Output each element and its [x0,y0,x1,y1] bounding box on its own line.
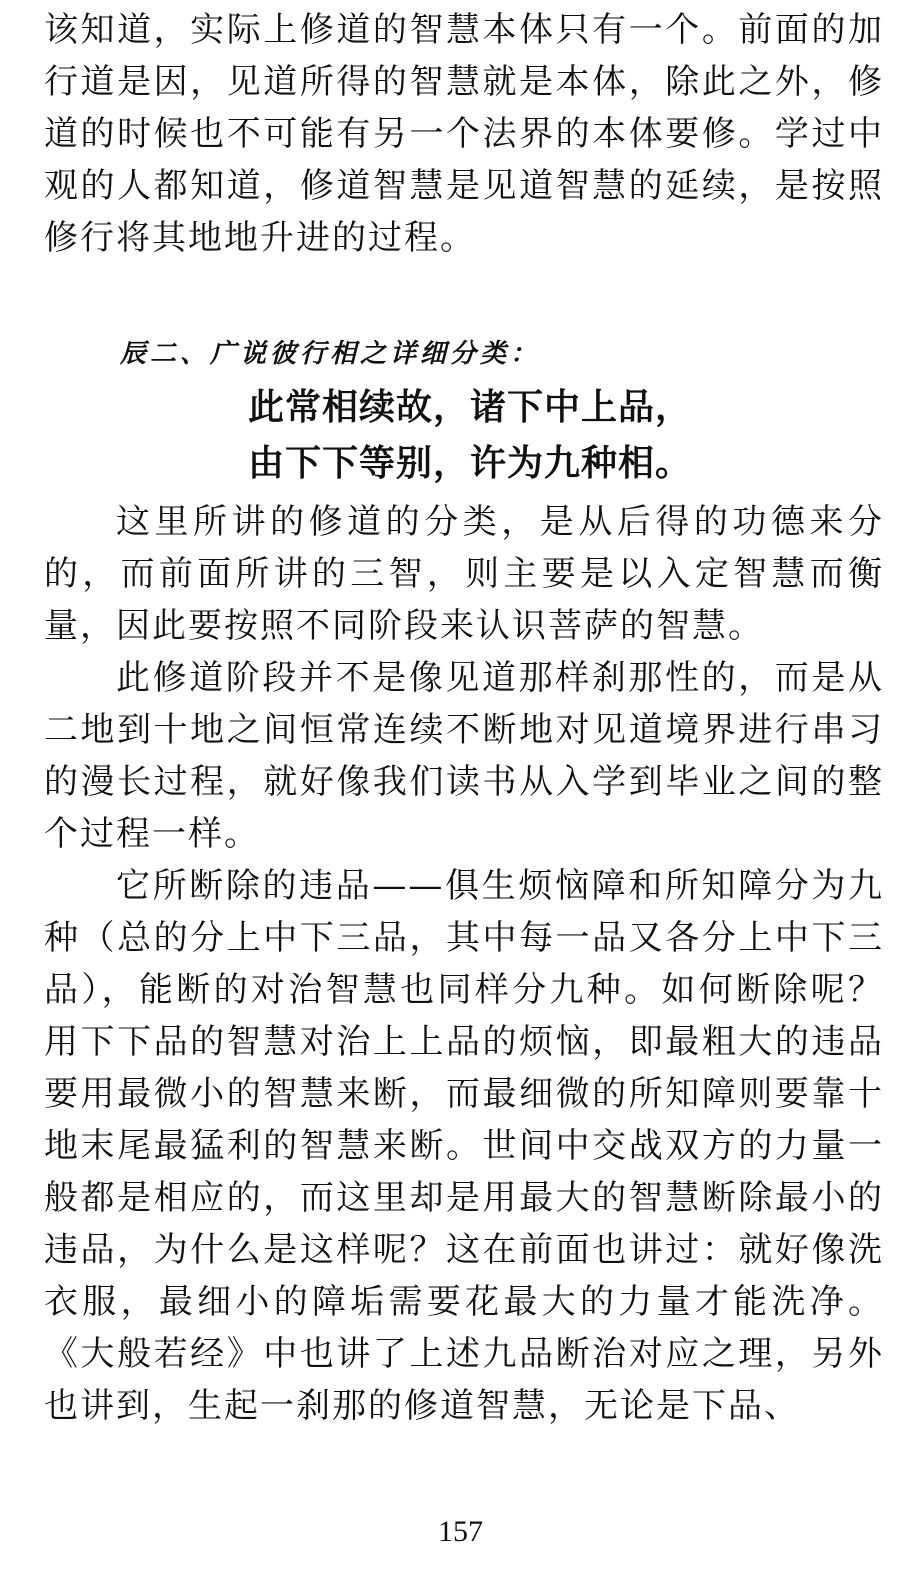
paragraph-intro: 该知道，实际上修道的智慧本体只有一个。前面的加行道是因，见道所得的智慧就是本体，除此之外，修道的时候也不可能有另一个法界的本体要修。学过中观的人都知道，修道智慧是见道智慧的延续，是按照修行将其地地升进的过程。 [44,10,884,258]
paragraph-nine-kinds: 它所断除的违品——俱生烦恼障和所知障分为九种（总的分上中下三品，其中每一品又各分上中下三品），能断的对治智慧也同样分九种。如何断除呢？用下下品的智慧对治上上品的烦恼，即最粗大的违品要用最微小的智慧来断，而最细微的所知障则要靠十地末尾最猛利的智慧来断。世间中交战双方的力量一般都是相应的，而这里却是用最大的智慧断除最小的违品，为什么是这样呢？这在前面也讲过：就好像洗衣服，最细小的障垢需要花最大的力量才能洗净。《大般若经》中也讲了上述九品断治对应之理，另外也讲到，生起一刹那的修道智慧，无论是下品、 [44,866,884,1426]
section-heading: 辰二、广说彼行相之详细分类： [120,339,541,369]
verse-line-1: 此常相续故，诸下中上品， [248,387,693,428]
paragraph-classification: 这里所讲的修道的分类，是从后得的功德来分的，而前面所讲的三智，则主要是以入定智慧而衡量，因此要按照不同阶段来认识菩萨的智慧。 [44,502,884,646]
verse-line-2: 由下下等别，许为九种相。 [248,443,693,484]
paragraph-continuous-process: 此修道阶段并不是像见道那样刹那性的，而是从二地到十地之间恒常连续不断地对见道境界进行串习的漫长过程，就好像我们读书从入学到毕业之间的整个过程一样。 [44,658,884,854]
page-number: 157 [438,1515,483,1548]
